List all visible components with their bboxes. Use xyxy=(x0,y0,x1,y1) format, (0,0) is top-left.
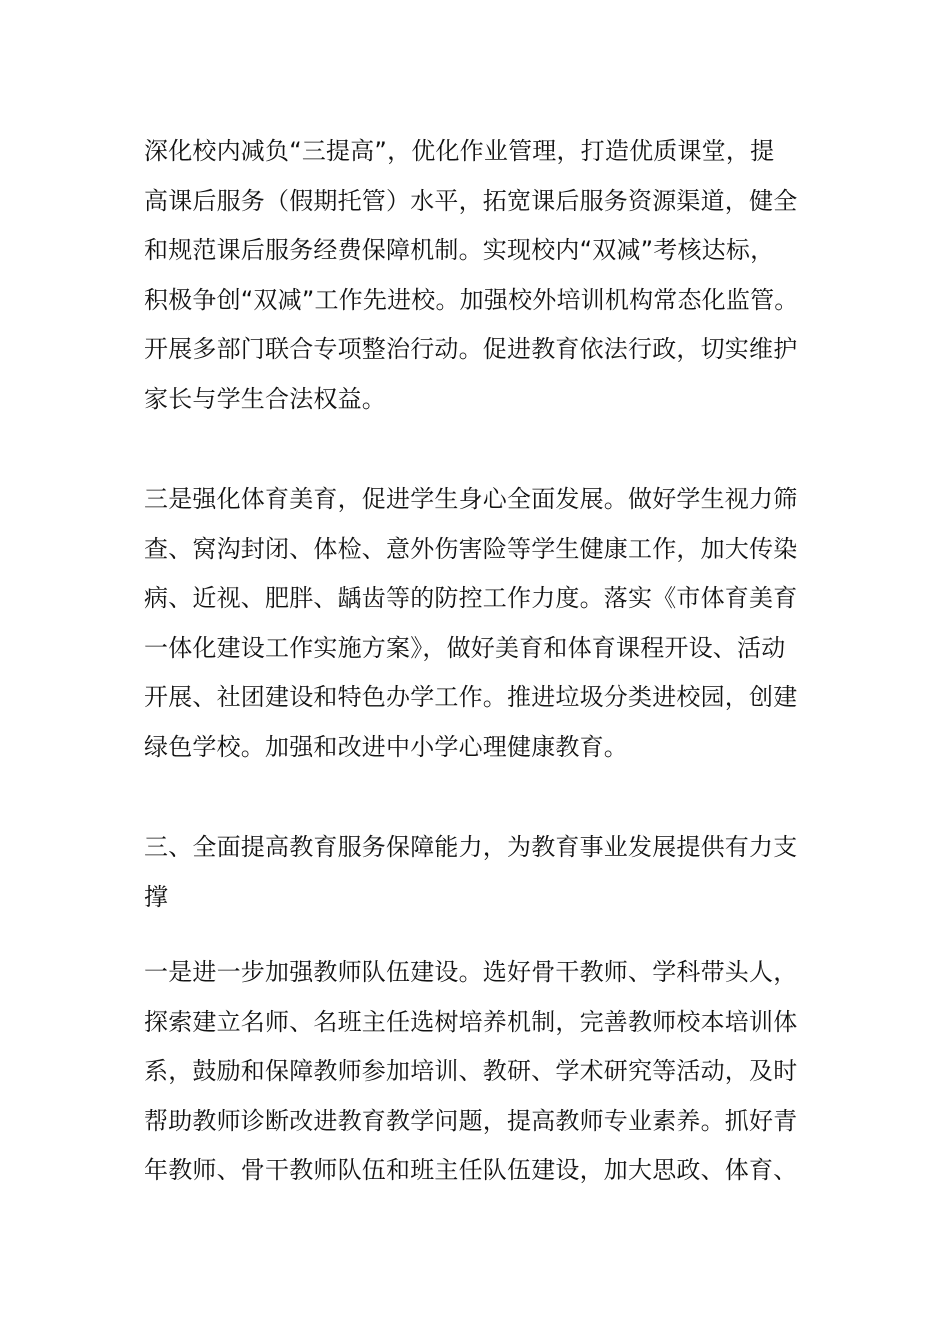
text-line: 积极争创“双减”工作先进校。加强校外培训机构常态化监管。 xyxy=(144,285,799,314)
text-line: 三是强化体育美育，促进学生身心全面发展。做好学生视力筛 xyxy=(144,485,798,513)
text-line: 家长与学生合法权益。 xyxy=(144,384,386,413)
text-line: 高课后服务（假期托管）水平，拓宽课后服务资源渠道，健全 xyxy=(144,186,798,215)
paragraph-after-school-services xyxy=(144,127,824,425)
text-line: 帮助教师诊断改进教育教学问题，提高教师专业素养。抓好青 xyxy=(144,1106,798,1135)
text-line: 病、近视、肥胖、龋齿等的防控工作力度。落实《市体育美育 xyxy=(144,584,798,613)
text-line: 深化校内减负“三提高”，优化作业管理，打造优质课堂，提 xyxy=(144,137,775,165)
text-line: 查、窝沟封闭、体检、意外伤害险等学生健康工作，加大传染 xyxy=(144,534,798,563)
text-line: 和规范课后服务经费保障机制。实现校内“双减”考核达标， xyxy=(144,236,775,265)
text-line: 撑 xyxy=(144,882,169,911)
text-line: 开展、社团建设和特色办学工作。推进垃圾分类进校园，创建 xyxy=(144,683,798,712)
section-heading xyxy=(144,823,824,922)
text-line: 年教师、骨干教师队伍和班主任队伍建设，加大思政、体育、 xyxy=(144,1156,798,1185)
text-line: 三、全面提高教育服务保障能力，为教育事业发展提供有力支 xyxy=(144,833,798,861)
text-line: 系，鼓励和保障教师参加培训、教研、学术研究等活动，及时 xyxy=(144,1057,798,1086)
paragraph-teacher-team-building xyxy=(144,948,824,1196)
text-line: 探索建立名师、名班主任选树培养机制，完善教师校本培训体 xyxy=(144,1007,798,1036)
text-line: 一体化建设工作实施方案》，做好美育和体育课程开设、活动 xyxy=(144,633,786,662)
text-line: 开展多部门联合专项整治行动。促进教育依法行政，切实维护 xyxy=(144,335,798,364)
text-line: 一是进一步加强教师队伍建设。选好骨干教师、学科带头人， xyxy=(144,958,798,986)
text-line: 绿色学校。加强和改进中小学心理健康教育。 xyxy=(144,732,628,761)
paragraph-sports-arts-education xyxy=(144,475,824,773)
